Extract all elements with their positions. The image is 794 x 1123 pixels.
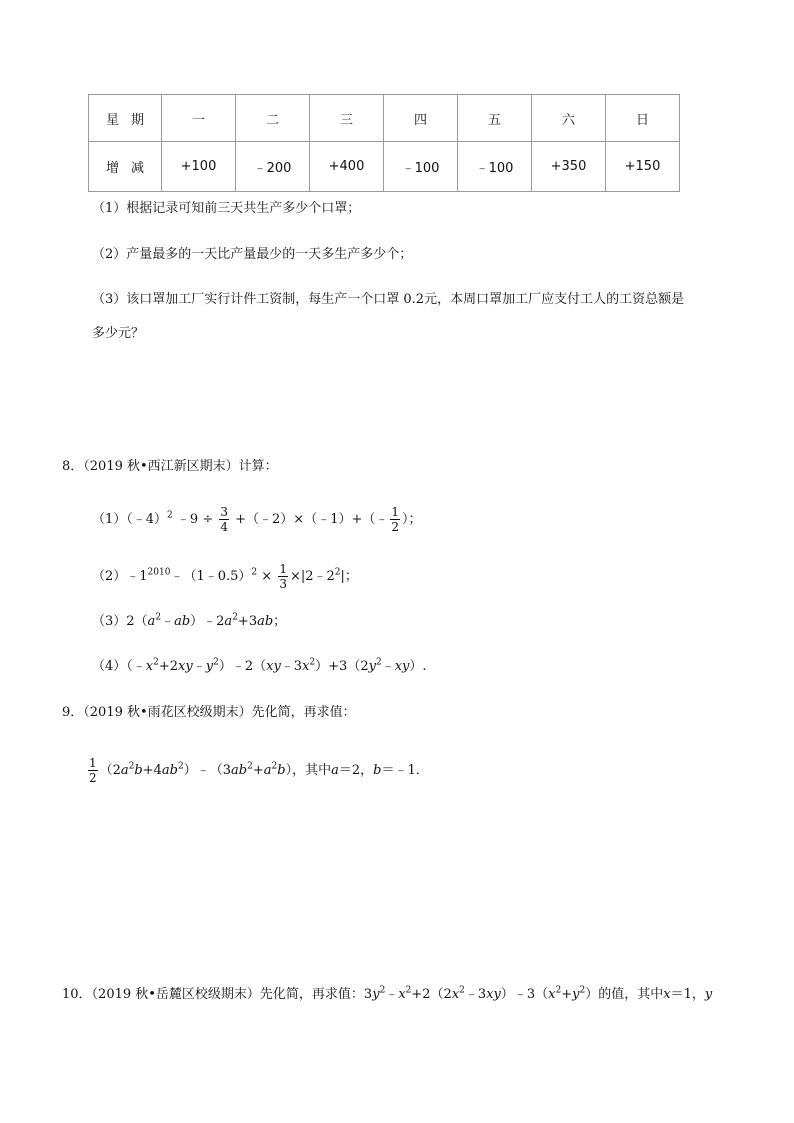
q8-p2-exponent-2: 2 [251,567,258,578]
q9-exp2: 2 [178,761,184,772]
q9-fraction-one-half [88,756,98,785]
day-cell-mon: 一 [162,95,236,142]
day-cell-tue: 二 [236,95,310,142]
day-cell-sat: 六 [532,95,606,142]
q10-exp1: 2 [379,985,386,996]
q8-p3-text-e: ； [273,614,287,629]
q9-numerator: 1 [89,756,97,770]
q9-var-ab2: ab [231,763,248,778]
q8-p2-fraction-one-third [278,562,288,591]
q8-p4-exp3: 2 [309,657,316,668]
change-cell-sat: +350 [532,142,606,192]
q7-sub2: （2）产量最多的一天比产量最少的一天多生产多少个； [92,247,413,262]
q9-text-d: + [252,763,264,778]
q10-text-a: ﹣ [385,987,399,1002]
change-cell-fri: ﹣100 [458,142,532,192]
q9-expression [86,756,429,785]
q8-p4-var-xy2: xy [266,659,281,674]
q9-var-b: b [134,763,143,778]
q7-sub1: （1）根据记录可知前三天共生产多少个口罩； [92,201,361,216]
q8-p3-text-a: （3）2（ [92,614,148,629]
q8-part2 [92,562,358,591]
q10-var-x: x [398,987,406,1002]
q9-text-e: ），其中 [285,763,332,778]
q8-p2-denominator: 3 [279,577,287,591]
q9-title: 9．（2019 秋•雨花区校级期末）先化简，再求值： [62,705,356,720]
q8-p1-text-a: （1）（﹣4） [92,512,168,527]
q9-text-f: ＝2， [338,763,374,778]
q8-p4-text-f: ）+3（2 [315,659,369,674]
q10-var-y-value: y [704,987,713,1002]
q8-p4-exp4: 2 [375,657,382,668]
q8-p3-exp2: 2 [232,612,238,623]
q8-p4-var-x2: x [302,659,310,674]
q8-part4 [92,657,427,677]
row-header-weekday-char1: 星 [105,112,119,128]
q10-var-x3: x [548,987,556,1002]
q8-p3-var-ab: ab [174,614,191,629]
q8-p1-f1-denominator: 4 [220,520,228,534]
q7-sub3-line2: 多少元？ [92,326,145,341]
q9-var-a: a [120,763,129,778]
q9-var-ab: ab [161,763,178,778]
q10-var-xy: xy [486,987,501,1002]
q8-p2-exponent-2010: 2010 [147,567,171,578]
q8-p1-text-b: ﹣9 ÷ [176,512,214,527]
q8-p4-var-y2: y [368,659,376,674]
q10-exp2: 2 [405,985,412,996]
q10-text-d: ）﹣3（ [500,987,549,1002]
q8-p2-text-b: ﹣（1﹣0.5） [170,569,252,584]
q8-p1-fraction-three-quarters [219,505,229,534]
q7-sub3-line1: （3）该口罩加工厂实行计件工资制，每生产一个口罩 0.2元，本周口罩加工厂应支付工人的工资总额是 [92,292,685,307]
q8-p4-exp2: 2 [213,657,219,668]
change-cell-wed: +400 [310,142,384,192]
q8-p4-var-x: x [145,659,154,674]
q8-p2-exponent-inner: 2 [334,567,341,578]
q8-p4-text-c: ﹣ [192,659,206,674]
q10-line [62,985,712,1005]
row-header-weekday [89,95,162,142]
q8-p3-text-b: ﹣ [161,614,175,629]
q8-p4-text-e: ﹣3 [280,659,303,674]
q8-p2-numerator: 1 [279,562,287,576]
q9-text-b: +4 [142,763,162,778]
row-header-change-char2: 减 [131,161,145,176]
q8-p4-text-g: ﹣ [381,659,395,674]
change-cell-mon: +100 [162,142,236,192]
q8-p4-exp1: 2 [153,657,159,668]
q8-p4-text-a: （4）（﹣ [92,659,146,674]
q8-p4-text-b: +2 [158,659,179,674]
q8-p3-var-a2: a [224,614,233,629]
q10-var-y: y [372,987,380,1002]
q8-p1-f2-numerator: 1 [391,505,400,519]
q10-title: 10．（2019 秋•岳麓区校级期末）先化简，再求值：3 [62,987,373,1002]
q8-p3-text-d: +3 [237,614,258,629]
row-header-change [89,142,162,192]
table-row-change [89,142,680,192]
table-row-weekday [89,95,680,142]
q9-var-b-value: b [373,763,382,778]
q9-text-c: ）﹣（3 [183,763,232,778]
q8-p4-var-xy: xy [178,659,193,674]
q10-exp3: 2 [459,985,465,996]
q8-p3-var-a: a [147,614,156,629]
q8-p3-text-c: ）﹣2 [190,614,225,629]
q9-var-a-value: a [331,763,339,778]
day-cell-sun: 日 [606,95,680,142]
change-cell-thu: ﹣100 [384,142,458,192]
q9-var-b2: b [277,763,286,778]
q10-text-c: ﹣3 [464,987,487,1002]
q9-exp1: 2 [128,761,135,772]
q8-part3 [92,612,286,632]
q8-p1-exponent: 2 [167,510,173,521]
q8-p1-text-d: ）； [402,512,422,527]
q9-text-a: （2 [99,763,121,778]
production-table [88,94,680,192]
q8-p4-text-d: ）﹣2（ [218,659,267,674]
row-header-change-char1: 增 [105,161,119,176]
q10-text-e: + [561,987,573,1002]
q8-p4-text-h: ）. [409,659,427,674]
q10-text-b: +2（2 [411,987,452,1002]
q8-p2-text-d: ×|2﹣2 [289,569,335,584]
day-cell-wed: 三 [310,95,384,142]
q10-var-x2: x [451,987,460,1002]
day-cell-fri: 五 [458,95,532,142]
q8-p1-fraction-one-half [390,505,400,534]
q8-title: 8．（2019 秋•西江新区期末）计算： [62,459,278,474]
q8-p2-text-c: × [261,569,273,584]
change-cell-sun: +150 [606,142,680,192]
q9-exp4: 2 [271,761,278,772]
q8-p2-text-e: |； [340,569,358,584]
q10-text-g: ＝1， [670,987,705,1002]
q10-var-x-value: x [663,987,671,1002]
q8-p1-f2-denominator: 2 [391,520,400,534]
q9-exp3: 2 [247,761,253,772]
q8-p3-exp1: 2 [155,612,162,623]
q8-p4-var-xy3: xy [394,659,410,674]
q9-denominator: 2 [89,771,97,785]
q8-p1-text-c: +（﹣2）×（﹣1）+（﹣ [235,512,389,527]
q9-var-a2: a [263,763,272,778]
q8-p1-f1-numerator: 3 [220,505,228,519]
q8-part1 [92,505,422,534]
q10-var-y2: y [572,987,580,1002]
change-cell-tue: ﹣200 [236,142,310,192]
row-header-weekday-char2: 期 [131,112,145,128]
q10-exp4: 2 [555,985,562,996]
q8-p3-var-ab2: ab [257,614,274,629]
q10-exp5: 2 [579,985,586,996]
q9-text-g: ＝﹣1． [381,763,429,778]
q8-p2-text-a: （2）﹣1 [92,569,148,584]
q10-text-f: ）的值，其中 [585,987,664,1002]
q8-p4-var-y: y [205,659,214,674]
day-cell-thu: 四 [384,95,458,142]
